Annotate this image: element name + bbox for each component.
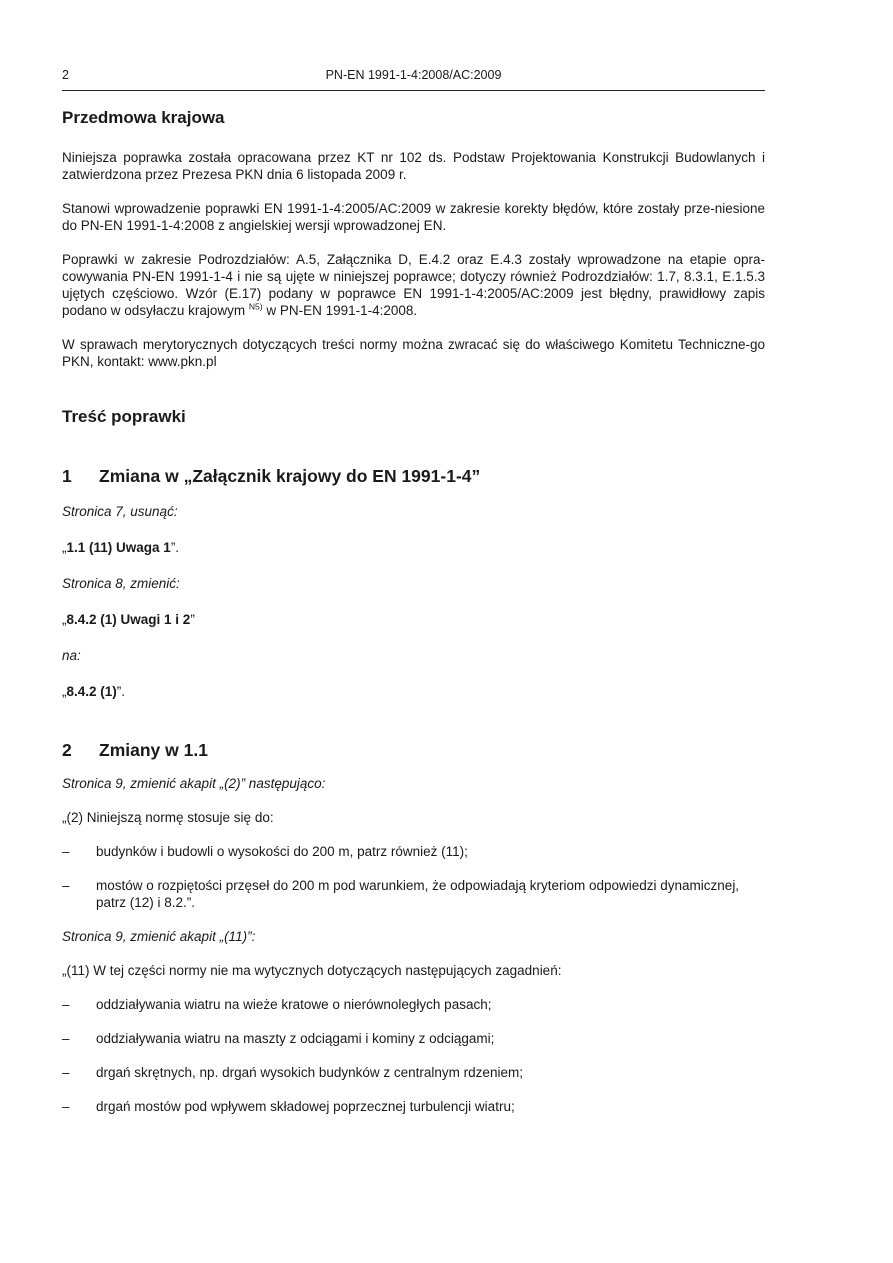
dash-marker: –: [62, 997, 70, 1012]
section-1-number: 1: [62, 466, 72, 486]
list-item: [62, 1098, 765, 1115]
paragraph-11-intro: „(11) W tej części normy nie ma wytycznych dotyczących następujących zagadnień:: [62, 963, 562, 978]
list-item-text: budynków i budowli o wysokości do 200 m, patrz również (11);: [96, 844, 468, 859]
list-item: [62, 996, 765, 1013]
foreword-paragraph-3-end: w PN-EN 1991-1-4:2008.: [266, 303, 418, 318]
section-1-heading: [62, 464, 765, 488]
quote-bold: 8.4.2 (1): [66, 684, 117, 699]
quote-bold: 8.4.2 (1) Uwagi 1 i 2: [66, 612, 191, 627]
foreword-paragraph-1: Niniejsza poprawka została opracowana przez KT nr 102 ds. Podstaw Projektowania Konstrukcji Budowlanych i zatwierdzona przez Prezesa PKN dnia 6 listopada 2009 r.: [62, 150, 765, 182]
list-item: [62, 843, 765, 860]
list-item-text: oddziaływania wiatru na maszty z odciągami i kominy z odciągami;: [96, 1031, 495, 1046]
section-1-instruction-1: Stronica 7, usunąć:: [62, 504, 178, 519]
dash-marker: –: [62, 844, 70, 859]
dash-marker: –: [62, 878, 70, 893]
paragraph-2-intro: „(2) Niniejszą normę stosuje się do:: [62, 810, 274, 825]
content-heading: Treść poprawki: [62, 407, 186, 426]
section-1-quote-2: [62, 611, 765, 628]
foreword-paragraph-2: Stanowi wprowadzenie poprawki EN 1991-1-4:2005/AC:2009 w zakresie korekty błędów, które zostały prze-niesione do PN-EN 1991-1-4:2008 z angielskiej wersji wprowadzonej EN.: [62, 201, 765, 233]
section-1-instruction-2: Stronica 8, zmienić:: [62, 576, 180, 591]
national-footnote-ref: N5): [248, 301, 263, 312]
quote-open: „: [62, 612, 67, 627]
dash-marker: –: [62, 1099, 70, 1114]
list-item: [62, 1064, 765, 1081]
foreword-heading: Przedmowa krajowa: [62, 108, 225, 127]
page-number: 2: [62, 68, 69, 82]
quote-open: „: [62, 684, 67, 699]
list-item: [62, 877, 765, 911]
list-item-text: oddziaływania wiatru na wieże kratowe o nierównoległych pasach;: [96, 997, 492, 1012]
list-item: [62, 1030, 765, 1047]
section-1-quote-3: [62, 683, 765, 700]
section-2-number: 2: [62, 740, 72, 760]
list-item-text: drgań skrętnych, np. drgań wysokich budynków z centralnym rdzeniem;: [96, 1065, 523, 1080]
section-1-instruction-3: na:: [62, 648, 81, 663]
dash-marker: –: [62, 1065, 70, 1080]
dash-marker: –: [62, 1031, 70, 1046]
quote-close: ”: [190, 612, 195, 627]
foreword-paragraph-3: [62, 251, 765, 319]
section-2-title: Zmiany w 1.1: [99, 740, 208, 760]
quote-close: ”.: [170, 540, 180, 555]
foreword-paragraph-3-text: Poprawki w zakresie Podrozdziałów: A.5, Załącznika D, E.4.2 oraz E.4.3 zostały wprowadzone na etapie opra-cowywania PN-EN 1991-1-4 i nie są ujęte w niniejszej poprawce; dotyczy również Podrozdziałów: 1.7, 8.3.1, E.1.5.3 ujętych częściowo. Wzór (E.17) podany w poprawce EN 1991-1-4:2005/AC:2009 jest błędny, prawidłowy zapis podano w odsyłaczu krajowym: [62, 252, 765, 318]
section-1-title: Zmiana w „Załącznik krajowy do EN 1991-1-4”: [99, 466, 481, 486]
section-2-instruction-2: Stronica 9, zmienić akapit „(11)”:: [62, 929, 256, 944]
page-content: [62, 106, 765, 1115]
quote-close: ”.: [116, 684, 126, 699]
foreword-paragraph-4: W sprawach merytorycznych dotyczących treści normy można zwracać się do właściwego Komitetu Techniczne-go PKN, kontakt: www.pkn.pl: [62, 337, 765, 369]
document-title: PN-EN 1991-1-4:2008/AC:2009: [325, 68, 502, 82]
section-1-quote-1: [62, 539, 765, 556]
section-2-instruction-1: Stronica 9, zmienić akapit „(2)” następująco:: [62, 776, 326, 791]
page-header: [62, 68, 765, 91]
list-item-text: mostów o rozpiętości przęseł do 200 m pod warunkiem, że odpowiadają kryteriom odpowiedzi dynamicznej, patrz (12) i 8.2.”.: [96, 878, 740, 910]
quote-bold: 1.1 (11) Uwaga 1: [66, 540, 171, 555]
section-2-heading: [62, 738, 765, 762]
list-item-text: drgań mostów pod wpływem składowej poprzecznej turbulencji wiatru;: [96, 1099, 515, 1114]
quote-open: „: [62, 540, 67, 555]
